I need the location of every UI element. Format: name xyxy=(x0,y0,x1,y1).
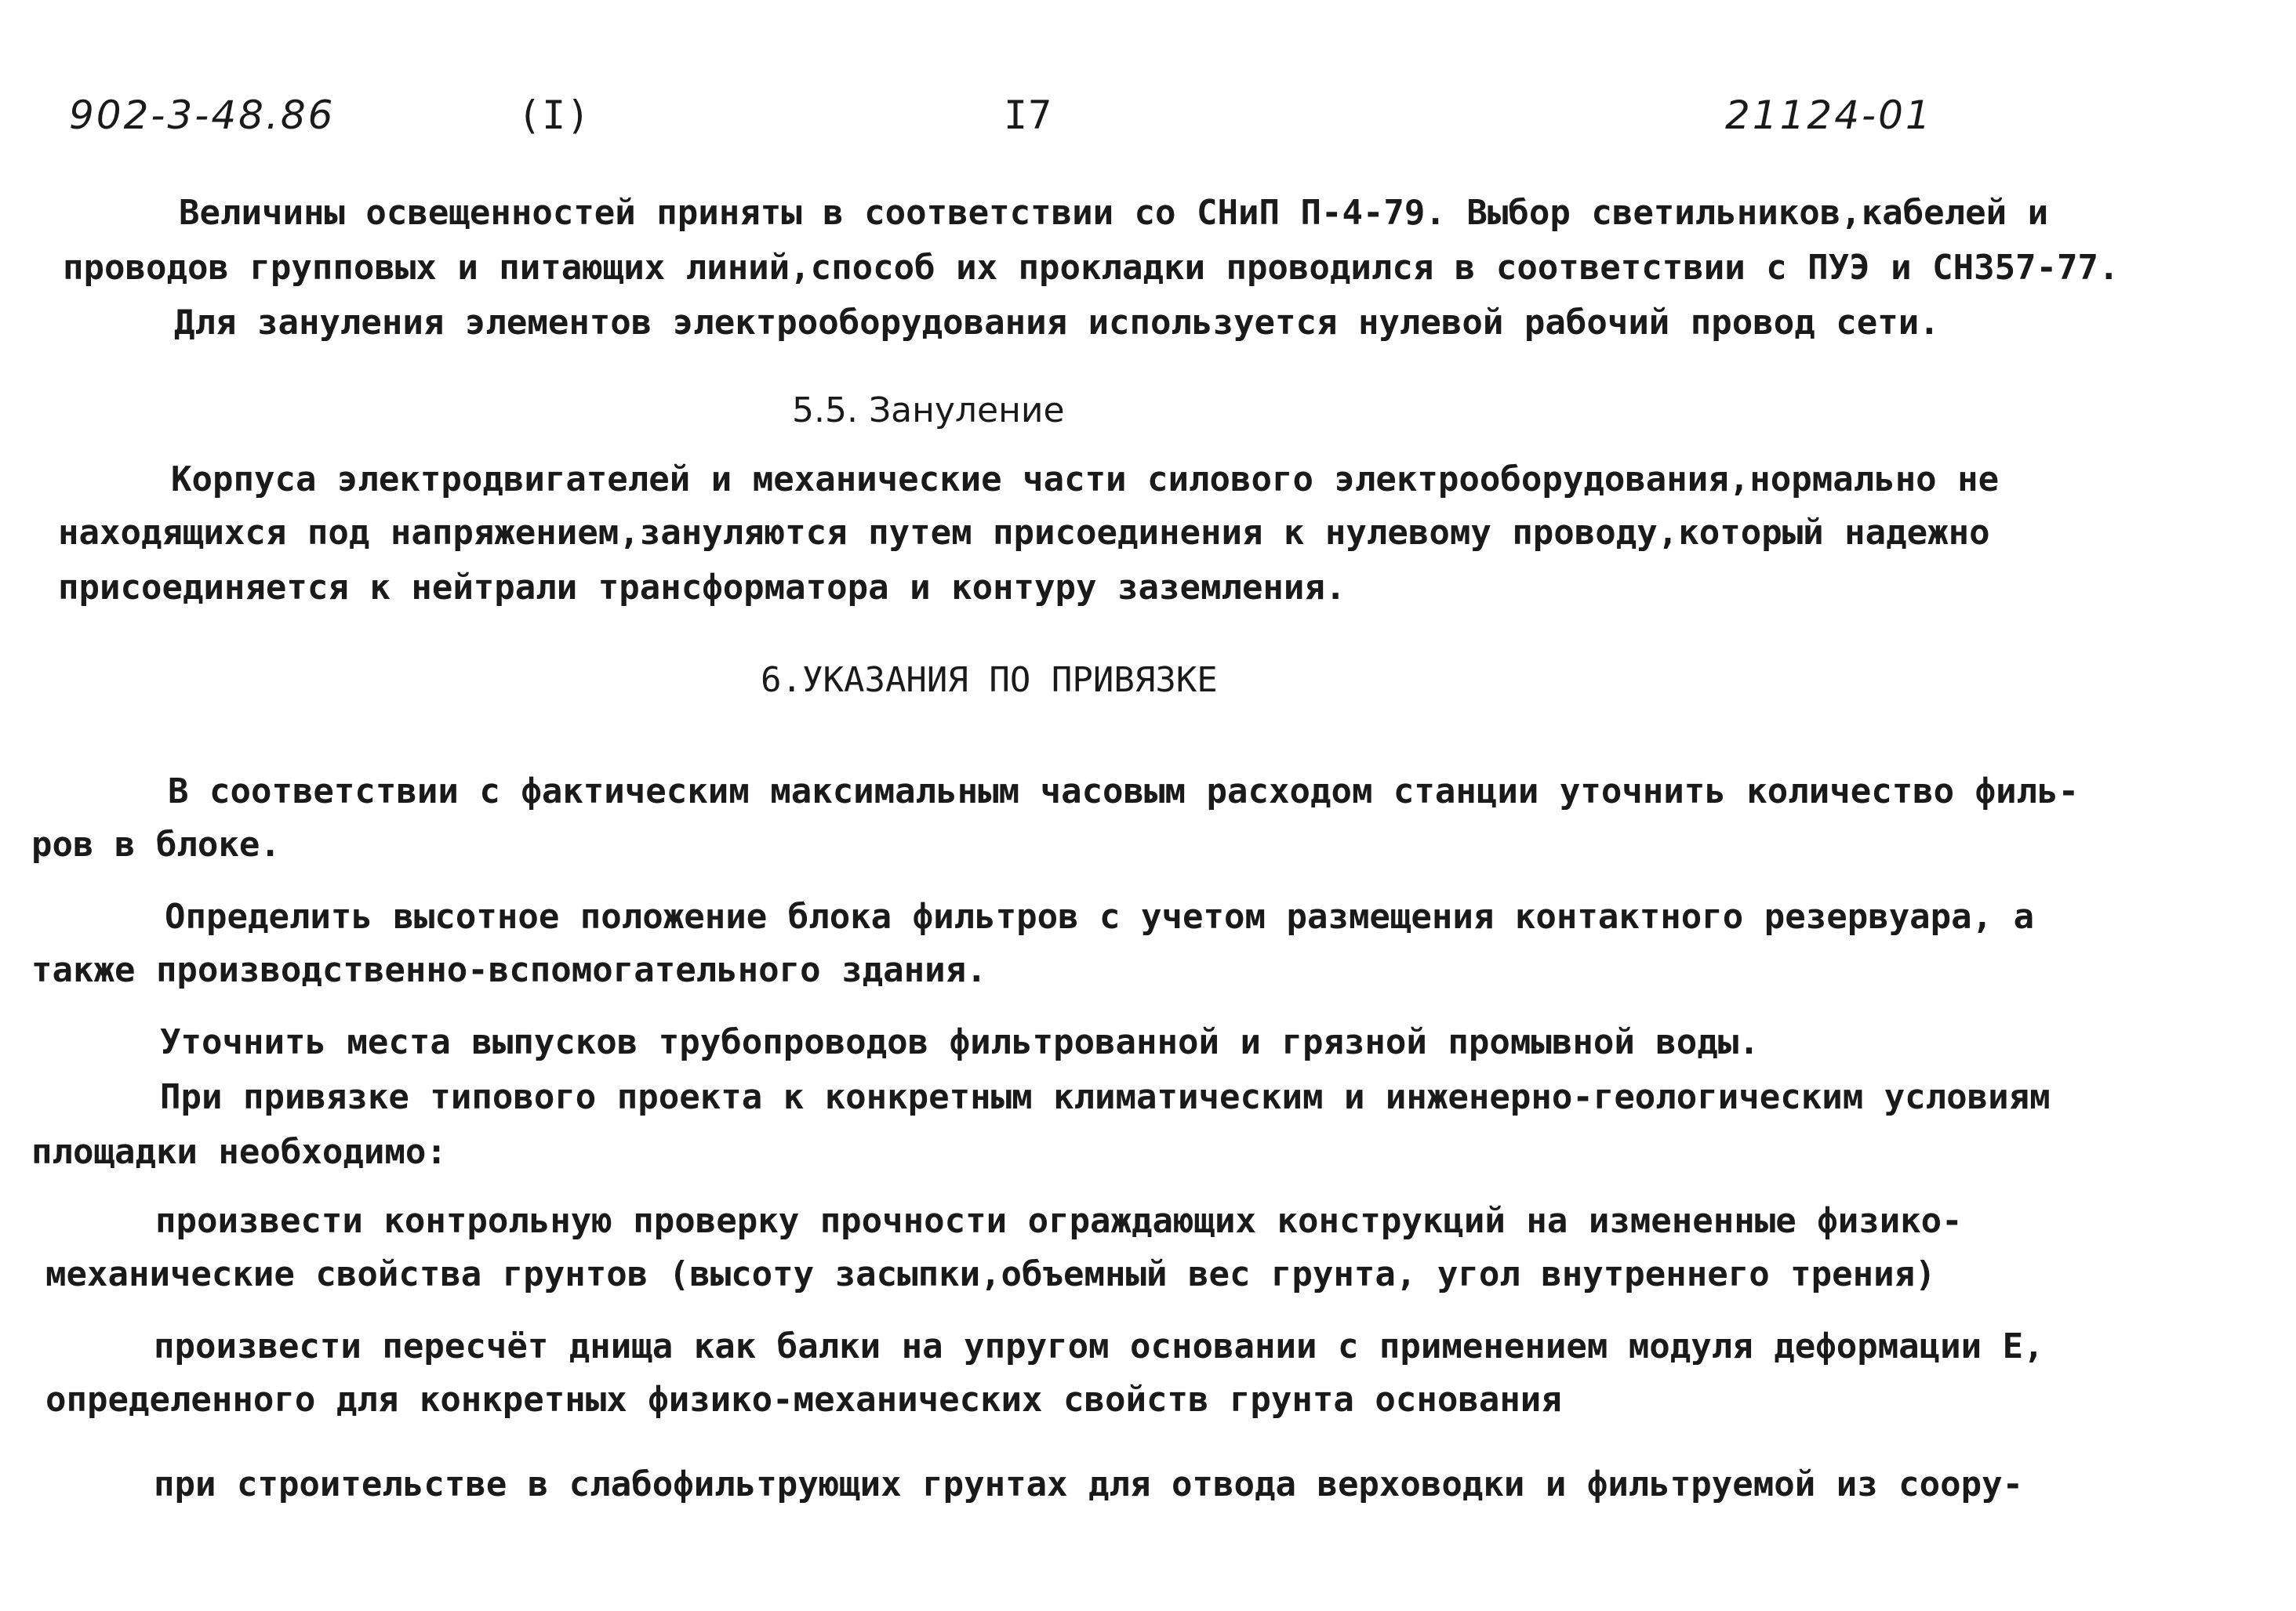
paragraph-line: Уточнить места выпусков трубопроводов фильтрованной и грязной промывной воды. xyxy=(160,1022,1760,1062)
paragraph-line: В соответствии с фактическим максимальным часовым расходом станции уточнить количество филь- xyxy=(168,771,2080,811)
paragraph-line: находящихся под напряжением,зануляются путем присоединения к нулевому проводу,который надежно xyxy=(58,513,1990,553)
paragraph-line: Величины освещенностей приняты в соответствии со СНиП П-4-79. Выбор светильников,кабелей и xyxy=(179,193,2049,233)
sheet-code: 21124-01 xyxy=(1725,93,1933,138)
paragraph-line: присоединяется к нейтрали трансформатора и контуру заземления. xyxy=(58,568,1346,608)
section-heading: 6.УКАЗАНИЯ ПО ПРИВЯЗКЕ xyxy=(761,660,1218,700)
paragraph-line: Для зануления элементов электрооборудования используется нулевой рабочий провод сети. xyxy=(174,303,1940,343)
paragraph-line: определенного для конкретных физико-механических свойств грунта основания xyxy=(45,1380,1562,1420)
paragraph-line: проводов групповых и питающих линий,способ их прокладки проводился в соответствии с ПУЭ и СН357-77. xyxy=(63,248,2120,288)
paragraph-line: произвести контрольную проверку прочности ограждающих конструкций на измененные физико- xyxy=(155,1201,1963,1241)
paragraph-line: произвести пересчёт днища как балки на упругом основании с применением модуля деформации Е, xyxy=(154,1326,2044,1366)
paragraph-line: при строительстве в слабофильтрующих грунтах для отвода верховодки и фильтруемой из соору- xyxy=(154,1464,2024,1504)
paragraph-line: ров в блоке. xyxy=(31,825,281,865)
paragraph-line: также производственно-вспомогательного здания. xyxy=(31,950,987,990)
page-number: I7 xyxy=(1004,93,1053,138)
paragraph-line: Определить высотное положение блока фильтров с учетом размещения контактного резервуара, а xyxy=(165,897,2035,937)
paragraph-line: площадки необходимо: xyxy=(31,1132,447,1172)
document-part: (I) xyxy=(518,93,591,138)
paragraph-line: При привязке типового проекта к конкретным климатическим и инженерно-геологическим условиям xyxy=(160,1077,2051,1117)
document-code: 902-3-48.86 xyxy=(69,93,336,138)
paragraph-line: Корпуса электродвигателей и механические части силового электрооборудования,нормально не xyxy=(171,459,2000,499)
paragraph-line: механические свойства грунтов (высоту засыпки,объемный вес грунта, угол внутреннего трения) xyxy=(45,1254,1936,1294)
section-heading: 5.5. Зануление xyxy=(792,390,1065,430)
